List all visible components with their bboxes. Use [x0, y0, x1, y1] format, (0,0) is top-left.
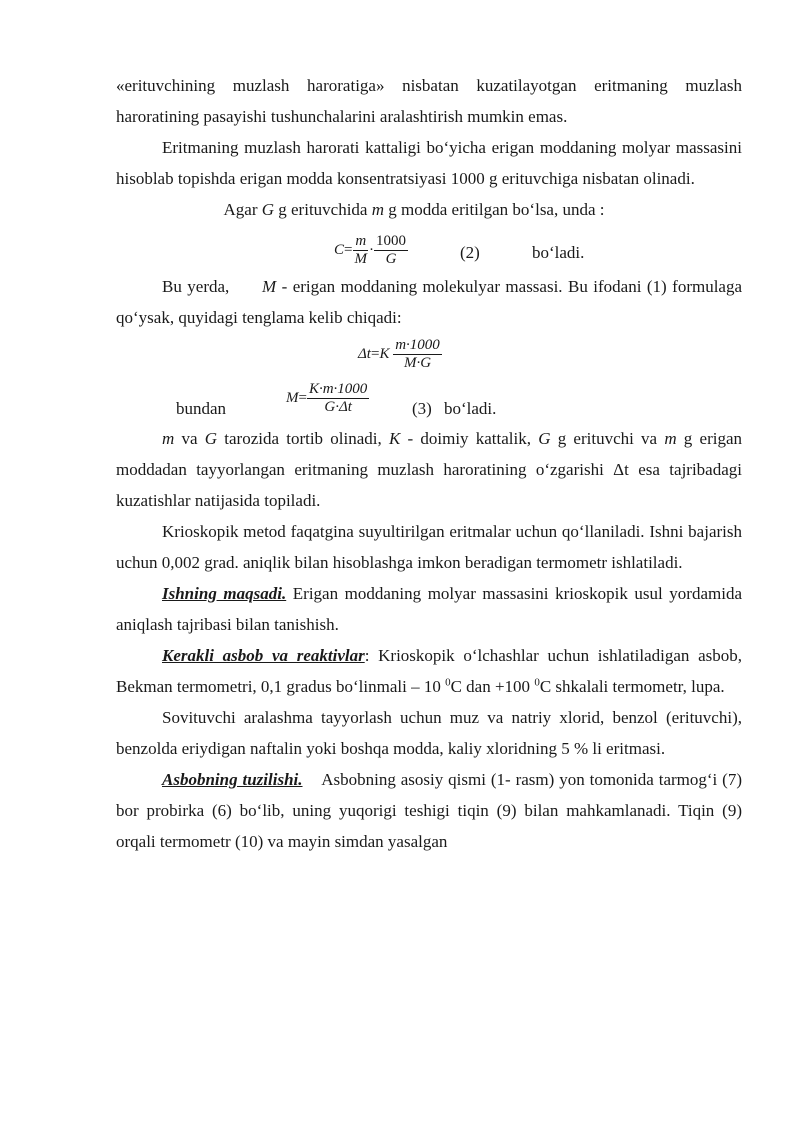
heading-goal: Ishning maqsadi. [162, 584, 287, 603]
paragraph-8: Kerakli asbob va reaktivlar: Krioskopik o‘lchashlar uchun ishlatiladigan asbob, Bekman termometri, 0,1 gradus bo‘linmali – 10 $^0$C dan +100 $^0$C shkalali termometr, lupa. [116, 646, 742, 696]
formula-dt: Δt=K $\frac{m\cdot 1000}{M\cdot G}$ [358, 337, 440, 371]
formula-3-lead: bundan [176, 399, 227, 418]
paragraph-4: Bu yerda, M - erigan moddaning molekulyar massasi. Bu ifodani (1) formulaga qo‘ysak, quyidagi tenglama kelib chiqadi: [116, 277, 743, 327]
formula-2: C= $\frac{m}{M}$ · $\frac{1000}{G}$ (2) bo‘ladi. [334, 233, 585, 267]
heading-equipment: Kerakli asbob va reaktivlar [162, 646, 365, 665]
paragraph-10: Asbobning tuzilishi. Asbobning asosiy qismi (1- rasm) yon tomonida tarmog‘i (7) bor probirka (6) bo‘lib, uning yuqorigi teshigi tiqin (9) bilan mahkamlanadi. Tiqin (9) orqali termometr (10) va mayin simdan yasalgan [116, 770, 747, 851]
paragraph-2: Eritmaning muzlash harorati kattaligi bo‘yicha erigan moddaning molyar massasini hisoblab topishda erigan modda konsentratsiyasi 1000 g erituvchiga nisbatan olinadi. [116, 138, 742, 188]
heading-device: Asbobning tuzilishi. [162, 770, 303, 789]
paragraph-3: Agar G g erituvchida m g modda eritilgan bo‘lsa, unda : [223, 200, 605, 219]
paragraph-5: m va G tarozida tortib olinadi, K - doimiy kattalik, G g erituvchi va m g erigan moddadan tayyorlangan eritmaning muzlash haroratining o‘zgarishi Δt esa tajribadagi kuzatishlar natijasida topiladi. [116, 429, 742, 510]
paragraph-7: Ishning maqsadi. Erigan moddaning molyar massasini krioskopik usul yordamida aniqlash tajribasi bilan tanishish. [116, 584, 742, 634]
formula-2-tail: bo‘ladi. [532, 243, 585, 262]
formula-3-tail: bo‘ladi. [444, 399, 497, 418]
formula-3: bundan M= $\frac{K\cdot m\cdot 1000}{G\cdot\Delta t}$ (3) bo‘ladi. [176, 381, 497, 418]
paragraph-9: Sovituvchi aralashma tayyorlash uchun muz va natriy xlorid, benzol (erituvchi), benzolda eriydigan naftalin yoki boshqa modda, kaliy xloridning 5 % li eritmasi. [116, 708, 742, 758]
formula-2-number: (2) [460, 243, 480, 262]
paragraph-6: Krioskopik metod faqatgina suyultirilgan eritmalar uchun qo‘llaniladi. Ishni bajarish uchun 0,002 grad. aniqlik bilan hisoblashga imkon beradigan termometr ishlatiladi. [116, 522, 742, 572]
formula-3-number: (3) [412, 399, 432, 418]
paragraph-1: «erituvchining muzlash haroratiga» nisbatan kuzatilayotgan eritmaning muzlash haroratining pasayishi tushunchalarini aralashtirish mumkin emas. [116, 76, 742, 126]
document-page [116, 70, 747, 857]
